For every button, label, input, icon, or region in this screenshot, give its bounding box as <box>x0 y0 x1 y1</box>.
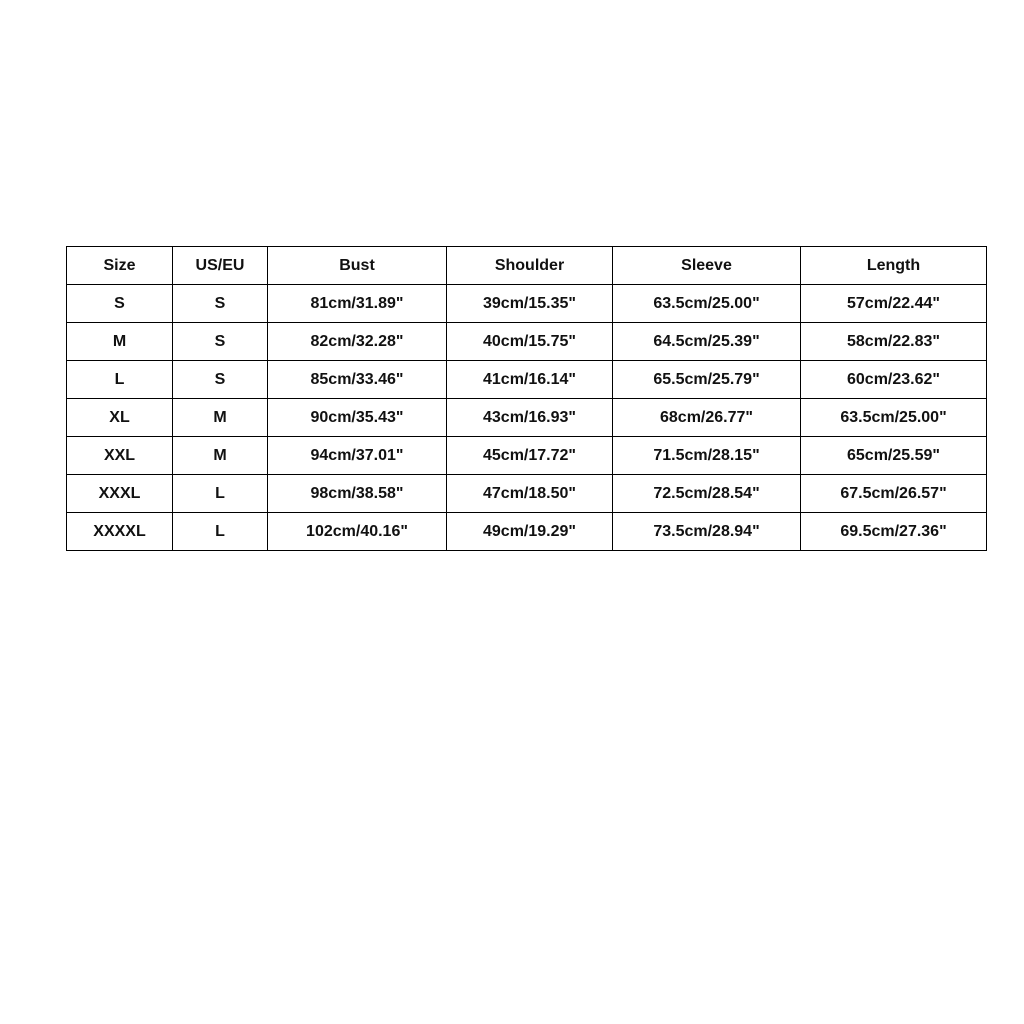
cell-length: 57cm/22.44" <box>801 285 987 323</box>
cell-size: L <box>67 361 173 399</box>
table-row <box>67 437 987 475</box>
cell-shoulder: 39cm/15.35" <box>447 285 613 323</box>
table-row <box>67 475 987 513</box>
cell-sleeve: 63.5cm/25.00" <box>613 285 801 323</box>
table-row <box>67 323 987 361</box>
cell-size: XXXL <box>67 475 173 513</box>
header-bust: Bust <box>268 247 447 285</box>
cell-sleeve: 73.5cm/28.94" <box>613 513 801 551</box>
cell-bust: 90cm/35.43" <box>268 399 447 437</box>
cell-bust: 81cm/31.89" <box>268 285 447 323</box>
cell-bust: 102cm/40.16" <box>268 513 447 551</box>
cell-us-eu: L <box>173 475 268 513</box>
cell-us-eu: S <box>173 361 268 399</box>
table-row <box>67 285 987 323</box>
cell-length: 65cm/25.59" <box>801 437 987 475</box>
cell-sleeve: 64.5cm/25.39" <box>613 323 801 361</box>
cell-length: 60cm/23.62" <box>801 361 987 399</box>
cell-bust: 82cm/32.28" <box>268 323 447 361</box>
cell-shoulder: 49cm/19.29" <box>447 513 613 551</box>
table-row <box>67 399 987 437</box>
table-row <box>67 513 987 551</box>
cell-shoulder: 40cm/15.75" <box>447 323 613 361</box>
header-shoulder: Shoulder <box>447 247 613 285</box>
cell-size: XXL <box>67 437 173 475</box>
header-row <box>67 247 987 285</box>
header-size: Size <box>67 247 173 285</box>
cell-sleeve: 72.5cm/28.54" <box>613 475 801 513</box>
cell-size: S <box>67 285 173 323</box>
cell-us-eu: S <box>173 285 268 323</box>
cell-length: 67.5cm/26.57" <box>801 475 987 513</box>
table-row <box>67 361 987 399</box>
cell-bust: 94cm/37.01" <box>268 437 447 475</box>
size-chart-table <box>66 246 987 551</box>
header-length: Length <box>801 247 987 285</box>
cell-shoulder: 43cm/16.93" <box>447 399 613 437</box>
cell-sleeve: 71.5cm/28.15" <box>613 437 801 475</box>
cell-length: 69.5cm/27.36" <box>801 513 987 551</box>
cell-size: XL <box>67 399 173 437</box>
cell-length: 63.5cm/25.00" <box>801 399 987 437</box>
cell-sleeve: 65.5cm/25.79" <box>613 361 801 399</box>
cell-length: 58cm/22.83" <box>801 323 987 361</box>
header-us-eu: US/EU <box>173 247 268 285</box>
cell-shoulder: 47cm/18.50" <box>447 475 613 513</box>
cell-us-eu: M <box>173 437 268 475</box>
cell-size: M <box>67 323 173 361</box>
cell-sleeve: 68cm/26.77" <box>613 399 801 437</box>
cell-bust: 85cm/33.46" <box>268 361 447 399</box>
cell-bust: 98cm/38.58" <box>268 475 447 513</box>
cell-us-eu: S <box>173 323 268 361</box>
cell-us-eu: M <box>173 399 268 437</box>
header-sleeve: Sleeve <box>613 247 801 285</box>
cell-shoulder: 41cm/16.14" <box>447 361 613 399</box>
cell-size: XXXXL <box>67 513 173 551</box>
cell-us-eu: L <box>173 513 268 551</box>
cell-shoulder: 45cm/17.72" <box>447 437 613 475</box>
